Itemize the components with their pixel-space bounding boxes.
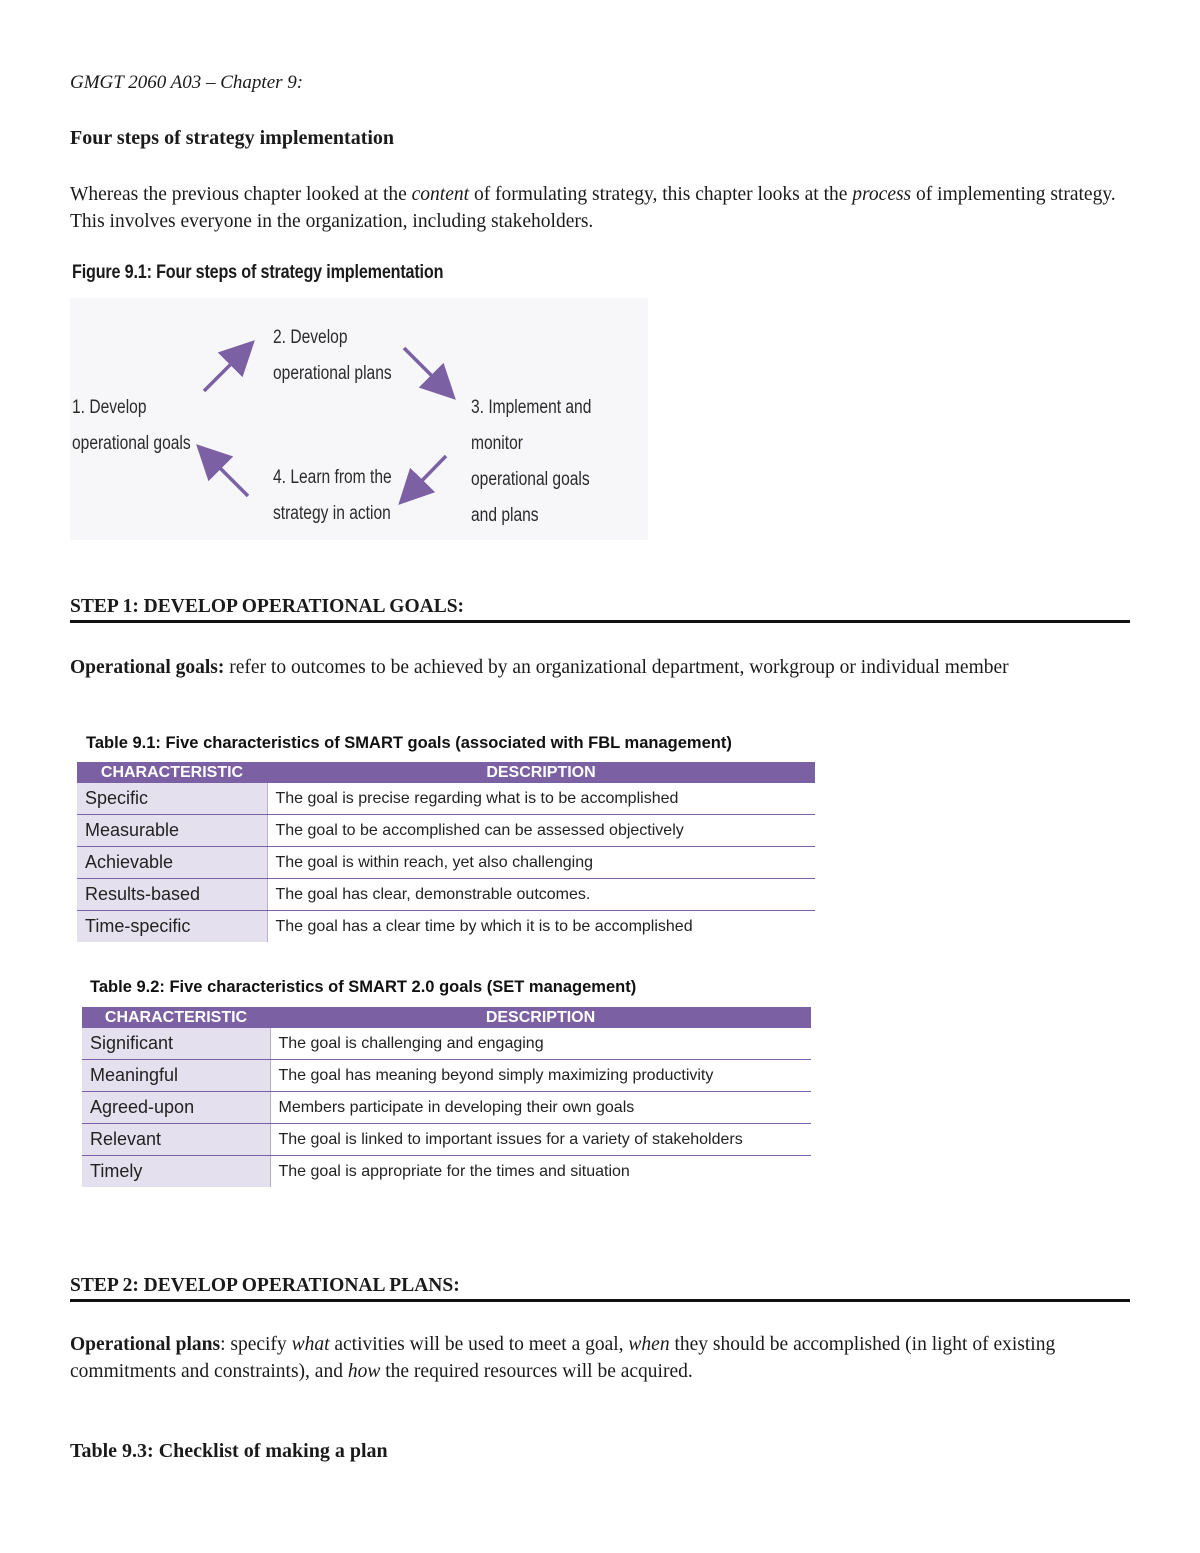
intro-text-3: of implementing strategy. This involves everyone in the organization, including stakeholders. xyxy=(70,184,1116,232)
operational-plans-definition: Operational plans: specify what activities will be used to meet a goal, when they should be accomplished (in light of existing commitments and constraints), and how the required resources will be acquired. xyxy=(70,1334,1056,1382)
step-1-label: 1. Develop operational goals xyxy=(72,397,191,454)
table-row: Agreed-upon Members participate in developing their own goals xyxy=(82,1092,811,1124)
table3-title: Table 9.3: Checklist of making a plan xyxy=(70,1440,388,1462)
smart2-goals-table xyxy=(82,1007,811,1187)
arrow-step1-to-step2 xyxy=(204,350,245,391)
table-row: Timely The goal is appropriate for the times and situation xyxy=(82,1156,811,1188)
intro-emphasis-content: content xyxy=(411,184,470,205)
arrow-step2-to-step3 xyxy=(404,348,446,390)
table2-header-characteristic: CHARACTERISTIC xyxy=(82,1007,270,1028)
intro-text-2: of formulating strategy, this chapter looks at the xyxy=(469,184,853,205)
operational-goals-term: Operational goals: xyxy=(70,657,225,678)
step-3-label: 3. Implement and monitor operational goals and plans xyxy=(471,397,592,526)
emphasis-when: when xyxy=(628,1334,670,1355)
operational-plans-term: Operational plans xyxy=(70,1334,221,1355)
table-row: Meaningful The goal has meaning beyond simply maximizing productivity xyxy=(82,1060,811,1092)
intro-emphasis-process: process xyxy=(852,184,912,205)
step1-heading: STEP 1: DEVELOP OPERATIONAL GOALS: xyxy=(70,596,1130,623)
course-title: GMGT 2060 A03 – Chapter 9: xyxy=(70,72,304,93)
table-row: Time-specific The goal has a clear time by which it is to be accomplished xyxy=(77,911,815,943)
table1-title: Table 9.1: Five characteristics of SMART goals (associated with FBL management) xyxy=(86,734,732,752)
table-row: Specific The goal is precise regarding what is to be accomplished xyxy=(77,783,815,815)
emphasis-what: what xyxy=(291,1334,330,1355)
operational-goals-definition xyxy=(70,654,1140,681)
intro-paragraph xyxy=(70,181,1140,235)
table2-title: Table 9.2: Five characteristics of SMART 2.0 goals (SET management) xyxy=(90,978,637,996)
figure-title: Figure 9.1: Four steps of strategy implementation xyxy=(72,262,444,283)
step-2-label: 2. Develop operational plans xyxy=(273,327,392,384)
arrow-step4-to-step1 xyxy=(206,454,248,496)
table1-header-description: DESCRIPTION xyxy=(267,762,815,783)
table1-header-characteristic: CHARACTERISTIC xyxy=(77,762,267,783)
table-row: Achievable The goal is within reach, yet also challenging xyxy=(77,847,815,879)
step-4-label: 4. Learn from the strategy in action xyxy=(273,467,392,524)
arrow-step3-to-step4 xyxy=(408,456,446,495)
table2-header-description: DESCRIPTION xyxy=(270,1007,811,1028)
table-row: Significant The goal is challenging and engaging xyxy=(82,1028,811,1060)
intro-text-1: Whereas the previous chapter looked at the xyxy=(70,184,412,205)
emphasis-how: how xyxy=(347,1361,381,1382)
smart-goals-table xyxy=(77,762,815,942)
strategy-cycle-diagram xyxy=(70,298,648,540)
step2-heading: STEP 2: DEVELOP OPERATIONAL PLANS: xyxy=(70,1275,1130,1302)
table-row: Measurable The goal to be accomplished can be assessed objectively xyxy=(77,815,815,847)
table-row: Results-based The goal has clear, demonstrable outcomes. xyxy=(77,879,815,911)
operational-goals-text: refer to outcomes to be achieved by an organizational department, workgroup or individual member xyxy=(224,657,1009,678)
section-title: Four steps of strategy implementation xyxy=(70,127,395,149)
table-row: Relevant The goal is linked to important issues for a variety of stakeholders xyxy=(82,1124,811,1156)
